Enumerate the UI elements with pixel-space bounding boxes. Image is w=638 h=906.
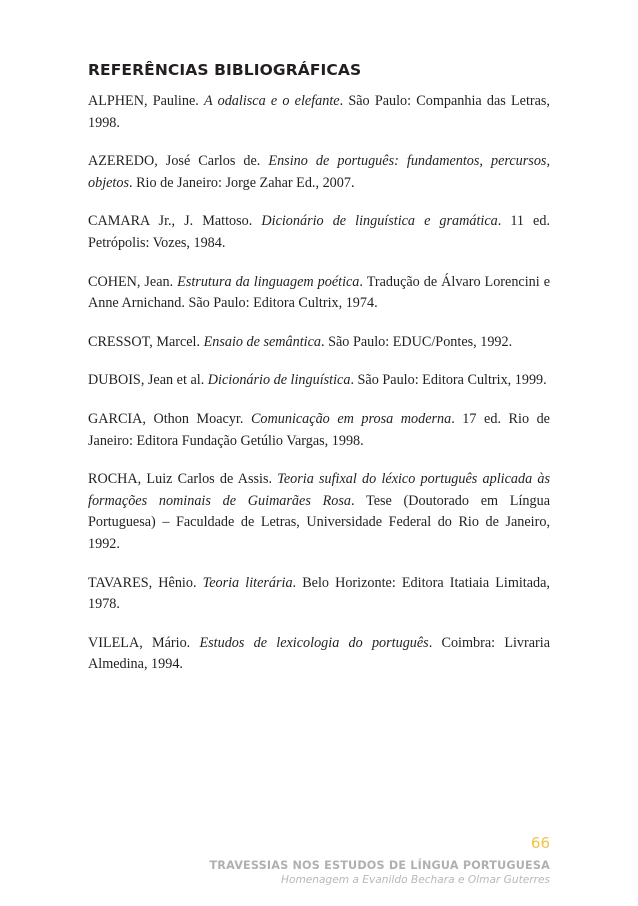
reference-details: . Belo Horizonte: Editora Itatiaia Limitada, 1978. <box>88 574 550 613</box>
reference-item <box>88 332 550 354</box>
reference-details: . São Paulo: Editora Cultrix, 1999. <box>350 372 547 389</box>
reference-author: TAVARES, Hênio. <box>88 574 203 591</box>
reference-author: VILELA, Mário. <box>88 634 200 651</box>
page-title: REFERÊNCIAS BIBLIOGRÁFICAS <box>88 61 362 79</box>
reference-author: CRESSOT, Marcel. <box>88 333 204 350</box>
reference-item <box>88 469 550 555</box>
reference-title: Dicionário de linguística e gramática <box>261 213 498 230</box>
reference-item <box>88 151 550 194</box>
reference-item <box>88 272 550 315</box>
reference-details: . 11 ed. Petrópolis: Vozes, 1984. <box>88 213 550 251</box>
reference-title: Comunicação em prosa moderna <box>250 410 452 427</box>
reference-item <box>88 573 550 616</box>
reference-item <box>88 409 550 452</box>
reference-item <box>88 370 550 392</box>
reference-item <box>88 211 550 254</box>
reference-author: CAMARA Jr., J. Mattoso. <box>88 213 262 230</box>
reference-author: ROCHA, Luiz Carlos de Assis. <box>88 471 278 488</box>
reference-author: GARCIA, Othon Moacyr. <box>88 410 251 427</box>
reference-details: . Tese (Doutorado em Língua Portuguesa) – Faculdade de Letras, Universidade Federal do Rio de Janeiro, 1992. <box>88 492 550 552</box>
reference-title: Estrutura da linguagem poética <box>177 273 360 290</box>
reference-title: Estudos de lexicologia do português <box>199 634 429 651</box>
page-number: 66 <box>530 834 550 852</box>
reference-details: . Rio de Janeiro: Jorge Zahar Ed., 2007. <box>128 174 355 191</box>
reference-details: . São Paulo: Companhia das Letras, 1998. <box>88 93 550 131</box>
footer-book-subtitle: Homenagem a Evanildo Bechara e Olmar Guterres <box>281 874 550 886</box>
reference-list <box>88 91 550 693</box>
reference-details: . Coimbra: Livraria Almedina, 1994. <box>88 634 551 673</box>
reference-title: Teoria literária <box>202 574 293 591</box>
reference-author: COHEN, Jean. <box>88 273 178 290</box>
reference-details: . São Paulo: EDUC/Pontes, 1992. <box>321 333 513 350</box>
reference-author: DUBOIS, Jean et al. <box>88 372 208 389</box>
reference-author: ALPHEN, Pauline. <box>88 93 205 109</box>
reference-title: Ensino de português: fundamentos, percursos, objetos <box>88 153 550 191</box>
footer-book-title: TRAVESSIAS NOS ESTUDOS DE LÍNGUA PORTUGUESA <box>209 859 550 872</box>
reference-author: AZEREDO, José Carlos de. <box>88 153 269 170</box>
reference-title: Dicionário de linguística <box>207 372 351 389</box>
reference-details: . Tradução de Álvaro Lorencini e Anne Arnichand. São Paulo: Editora Cultrix, 1974. <box>88 273 550 312</box>
reference-item <box>88 91 550 134</box>
reference-title: Ensaio de semântica <box>203 333 322 350</box>
reference-title: Teoria sufixal do léxico português aplicada às formações nominais de Guimarães Rosa <box>88 471 550 509</box>
reference-title: A odalisca e o elefante <box>204 93 340 109</box>
reference-item <box>88 633 550 676</box>
reference-details: . 17 ed. Rio de Janeiro: Editora Fundação Getúlio Vargas, 1998. <box>88 410 550 449</box>
